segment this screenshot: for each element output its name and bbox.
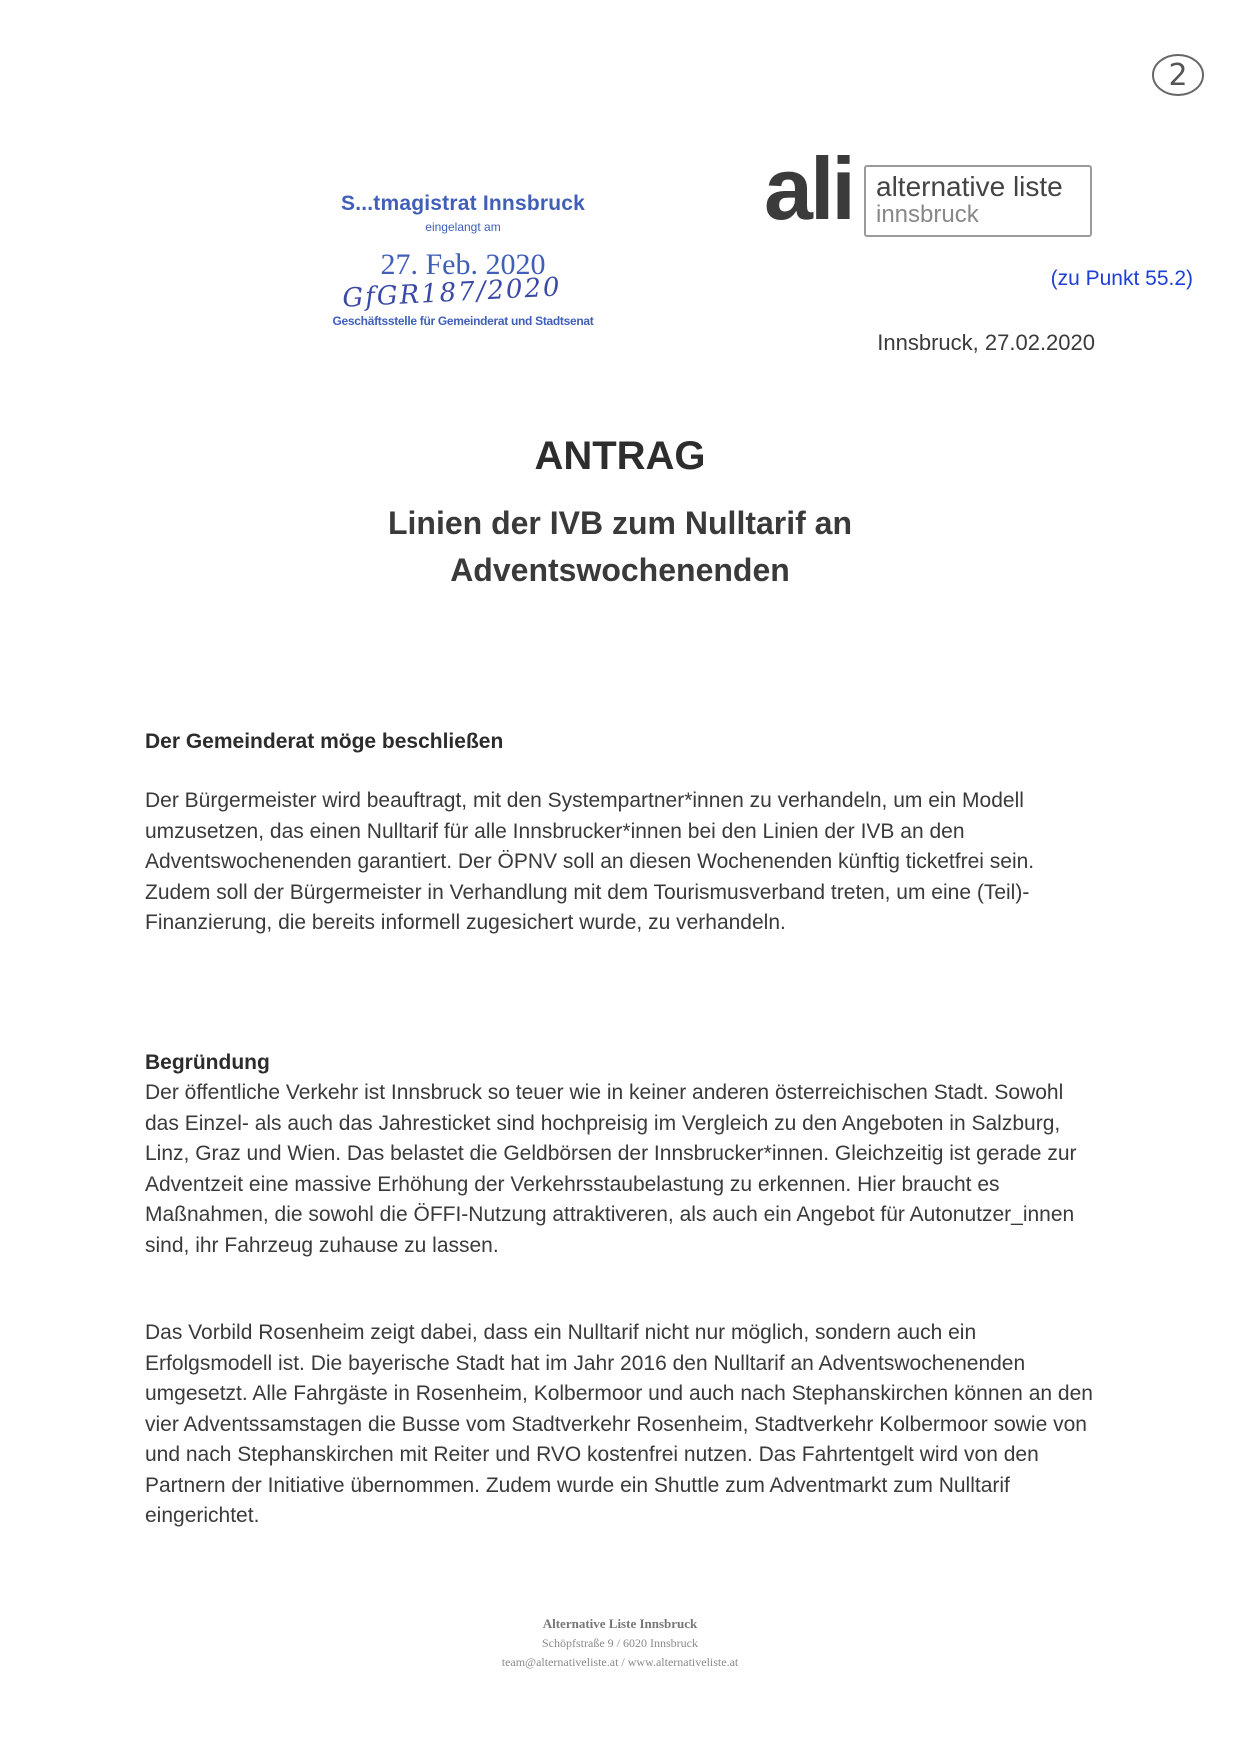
stamp-office: Geschäftsstelle für Gemeinderat und Stadtsenat	[332, 314, 594, 328]
footer-organisation: Alternative Liste Innsbruck	[542, 1616, 698, 1631]
ali-logo	[764, 139, 1099, 245]
resolution-text: Der Bürgermeister wird beauftragt, mit den Systempartner*innen zu verhandeln, um ein Modell umzusetzen, das einen Nulltarif für alle Innsbrucker*innen bei den Linien der IVB an den Adventswochenenden garantiert. Der ÖPNV soll an diesen Wochenenden künftig ticketfrei sein. Zudem soll der Bürgermeister in Verhandlung mit dem Tourismusverband treten, um eine (Teil)-Finanzierung, die bereits informell zugesichert wurde, zu verhandeln.	[145, 789, 1035, 934]
stamp-received-label: eingelangt am	[425, 220, 501, 234]
stamp-handwritten-reference: GfGR187/2020	[341, 272, 563, 314]
page-number-annotation	[1150, 52, 1206, 98]
logo-line-2: innsbruck	[876, 201, 979, 228]
document-subtitle	[320, 500, 920, 594]
receipt-stamp	[318, 190, 608, 340]
justification-heading: Begründung	[145, 1051, 270, 1074]
justification-paragraph-2: Das Vorbild Rosenheim zeigt dabei, dass ein Nulltarif nicht nur möglich, sondern auch ein Erfolgsmodell ist. Die bayerische Stadt hat im Jahr 2016 den Nulltarif an Adventswochenenden umgesetzt. Alle Fahrgäste in Rosenheim, Kolbermoor und auch nach Stephanskirchen können an den vier Adventssamstagen die Busse vom Stadtverkehr Rosenheim, Stadtverkehr Kolbermoor sowie von und nach Stephanskirchen mit Reiter und RVO kostenfrei nutzen. Das Fahrtentgelt wird von den Partnern der Initiative übernommen. Zudem wurde ein Shuttle zum Adventmarkt zum Nulltarif eingerichtet.	[145, 1321, 1093, 1527]
place-date: Innsbruck, 27.02.2020	[877, 330, 1095, 355]
subtitle-line-2: Adventswochenenden	[450, 552, 790, 588]
stamp-authority: S...tmagistrat Innsbruck	[340, 192, 586, 215]
logo-line-1: alternative liste	[876, 171, 1063, 202]
stamp-date: 27. Feb. 2020	[380, 248, 546, 281]
footer-address: Schöpfstraße 9 / 6020 Innsbruck	[542, 1636, 698, 1650]
logo-mark: ali	[764, 139, 853, 238]
footer-contact: team@alternativeliste.at / www.alternativeliste.at	[501, 1655, 739, 1669]
subtitle-line-1: Linien der IVB zum Nulltarif an	[387, 505, 853, 541]
letterhead-footer	[0, 1616, 1240, 1670]
resolution-heading: Der Gemeinderat möge beschließen	[145, 730, 504, 753]
document-title: ANTRAG	[534, 434, 706, 478]
justification-paragraph-1: Der öffentliche Verkehr ist Innsbruck so teuer wie in keiner anderen österreichischen Stadt. Sowohl das Einzel- als auch das Jahresticket sind hochpreisig im Vergleich zu den Angeboten in Salzburg, Linz, Graz und Wien. Das belastet die Geldbörsen der Innsbrucker*innen. Gleichzeitig ist gerade zur Adventzeit eine massive Erhöhung der Verkehrsstaubelastung zu erkennen. Hier braucht es Maßnahmen, die sowohl die ÖFFI-Nutzung attraktiveren, als auch ein Angebot für Autonutzer_innen sind, ihr Fahrzeug zuhause zu lassen.	[145, 1081, 1077, 1257]
page-number-text: 2	[1168, 58, 1188, 93]
agenda-reference: (zu Punkt 55.2)	[1050, 267, 1193, 290]
